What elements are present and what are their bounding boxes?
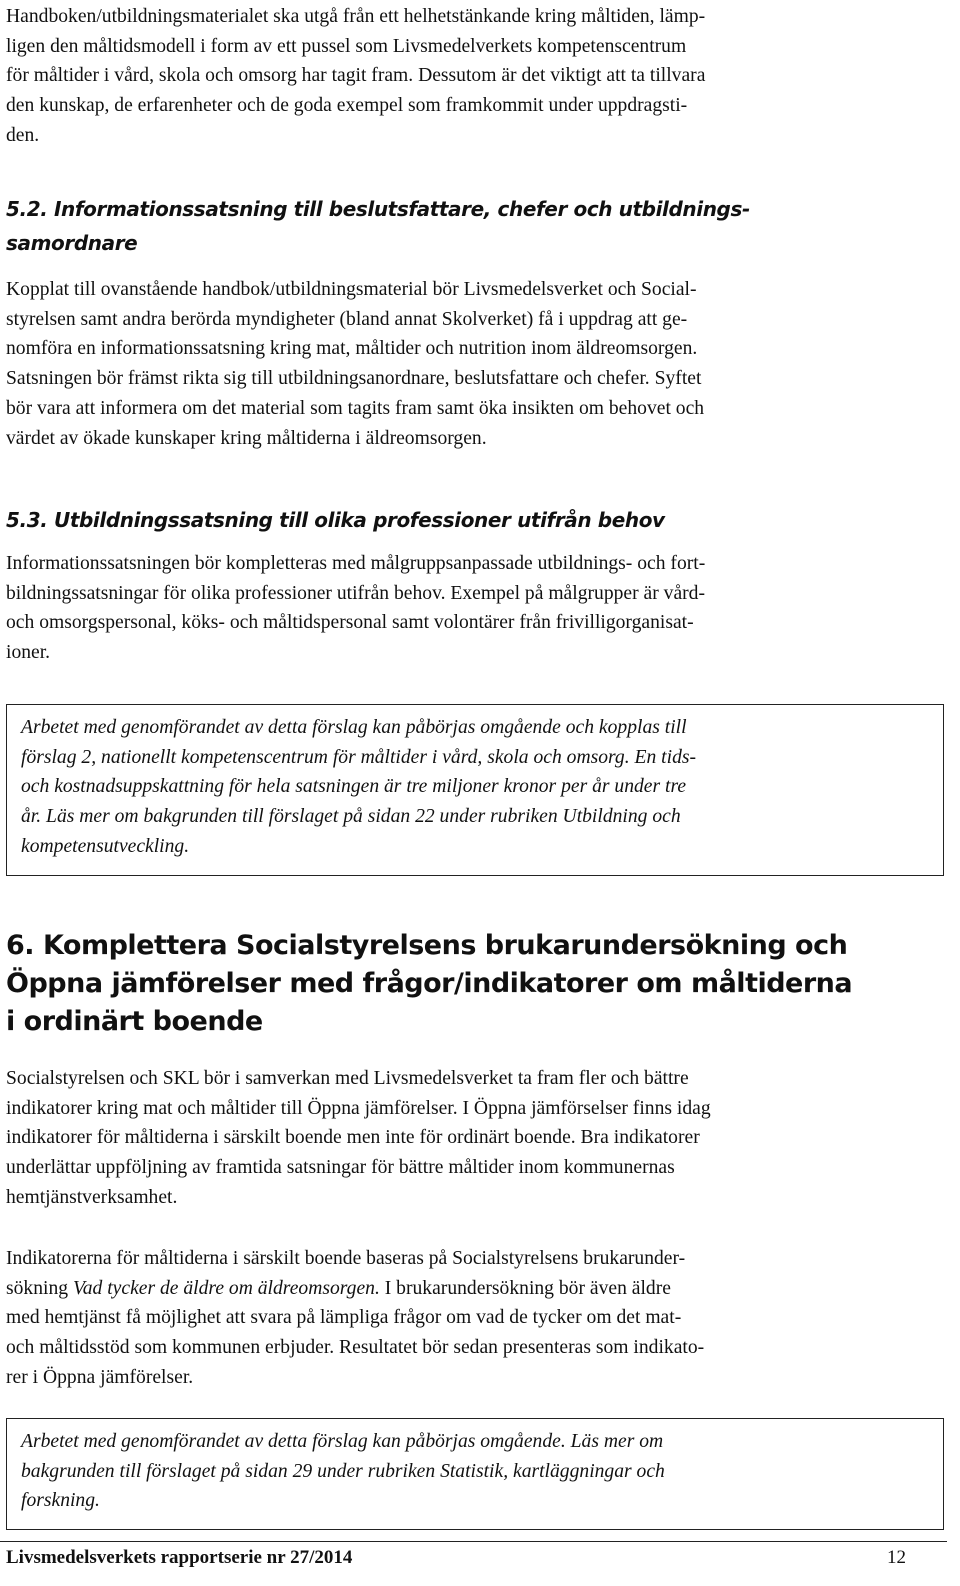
text-line: ioner. <box>6 642 51 664</box>
text-segment: sökning <box>6 1277 73 1299</box>
text-line: och kostnadsuppskattning för hela satsningen är tre miljoner kronor per år under tre <box>21 776 687 798</box>
text-line: Kopplat till ovanstående handbok/utbildningsmaterial bör Livsmedelsverket och Social- <box>6 279 697 300</box>
text-line: Socialstyrelsen och SKL bör i samverkan med Livsmedelsverket ta fram fler och bättre <box>6 1068 689 1089</box>
text-line: Satsningen bör främst rikta sig till utbildningsanordnare, beslutsfattare och chefer. Syftet <box>6 368 702 390</box>
text-line: den. <box>6 124 40 146</box>
text-line: Informationssatsningen bör kompletteras med målgruppsanpassade utbildnings- och fort- <box>6 553 706 574</box>
text-line: rer i Öppna jämförelser. <box>6 1366 194 1388</box>
section-5-3-heading <box>6 503 665 537</box>
text-line: Arbetet med genomförandet av detta förslag kan påbörjas omgående. Läs mer om <box>21 1431 664 1452</box>
text-line: bör vara att informera om det material som tagits fram samt öka insikten om behovet och <box>6 397 705 419</box>
text-line: indikatorer för måltiderna i särskilt boende men inte för ordinärt boende. Bra indikatorer <box>6 1127 700 1149</box>
text-line <box>6 1274 704 1304</box>
footer-series: Livsmedelsverkets rapportserie nr 27/2014 <box>6 1547 353 1568</box>
text-line: underlättar uppföljning av framtida satsningar för bättre måltider inom kommunernas <box>6 1157 675 1179</box>
heading-line: 5.2. Informationssatsning till beslutsfattare, chefer och utbildnings- <box>6 197 750 221</box>
text-line: bakgrunden till förslaget på sidan 29 under rubriken Statistik, kartläggningar och <box>21 1460 665 1482</box>
text-line: för måltider i vård, skola och omsorg har tagit fram. Dessutom är det viktigt att ta tillvara <box>6 65 706 87</box>
text-line: indikatorer kring mat och måltider till Öppna jämförelser. I Öppna jämförselser finns idag <box>6 1097 711 1119</box>
heading-line: samordnare <box>6 231 138 255</box>
text-line: kompetensutveckling. <box>21 835 190 857</box>
text-line: ligen den måltidsmodell i form av ett pussel som Livsmedelverkets kompetenscentrum <box>6 35 687 57</box>
text-line: nomföra en informationssatsning kring mat, måltider och nutrition inom äldreomsorgen. <box>6 338 698 360</box>
text-line: år. Läs mer om bakgrunden till förslaget på sidan 22 under rubriken Utbildning och <box>21 806 681 828</box>
section-5-2-heading <box>6 192 750 260</box>
heading-line: Öppna jämförelser med frågor/indikatorer om måltiderna <box>6 968 853 999</box>
text-line: värdet av ökade kunskaper kring måltiderna i äldreomsorgen. <box>6 427 487 449</box>
text-segment: I brukarundersökning bör även äldre <box>379 1277 671 1299</box>
proposal-box <box>6 704 944 876</box>
survey-title: Vad tycker de äldre om äldreomsorgen. <box>72 1277 380 1299</box>
intro-paragraph <box>6 2 705 151</box>
text-line: med hemtjänst få möjlighet att svara på lämpliga frågor om vad de tycker om det mat- <box>6 1307 682 1329</box>
heading-line: 6. Komplettera Socialstyrelsens brukarundersökning och <box>6 930 848 961</box>
text-line: Handboken/utbildningsmaterialet ska utgå från ett helhetstänkande kring måltiden, lämp- <box>6 6 706 27</box>
text-line: hemtjänstverksamhet. <box>6 1186 178 1208</box>
proposal-box-text <box>21 1427 665 1516</box>
text-line: forskning. <box>21 1490 100 1512</box>
text-line: styrelsen samt andra berörda myndigheter (bland annat Skolverket) få i uppdrag att ge- <box>6 308 688 330</box>
proposal-box-text <box>21 713 696 862</box>
heading-line: i ordinärt boende <box>6 1006 263 1037</box>
text-line: den kunskap, de erfarenheter och de goda exempel som framkommit under uppdragsti- <box>6 95 688 117</box>
page-number: 12 <box>887 1547 906 1568</box>
section-5-3-body <box>6 549 705 668</box>
text-line: och omsorgspersonal, köks- och måltidspersonal samt volontärer från frivilligorganisat- <box>6 612 694 634</box>
heading-line: 5.3. Utbildningssatsning till olika professioner utifrån behov <box>6 508 665 532</box>
text-line: Indikatorerna för måltiderna i särskilt boende baseras på Socialstyrelsens brukarunder- <box>6 1248 686 1269</box>
section-5-2-body <box>6 275 704 453</box>
section-6-paragraph-1 <box>6 1064 711 1213</box>
section-6-heading <box>6 927 852 1041</box>
proposal-box <box>6 1418 944 1530</box>
section-6-paragraph-2 <box>6 1244 704 1393</box>
text-line: och måltidsstöd som kommunen erbjuder. Resultatet bör sedan presenteras som indikato- <box>6 1337 705 1359</box>
text-line: bildningssatsningar för olika professioner utifrån behov. Exempel på målgrupper är vård- <box>6 582 705 604</box>
text-line: Arbetet med genomförandet av detta förslag kan påbörjas omgående och kopplas till <box>21 717 687 738</box>
text-line: förslag 2, nationellt kompetenscentrum för måltider i vård, skola och omsorg. En tids- <box>21 746 697 768</box>
footer-rule <box>0 1541 947 1542</box>
